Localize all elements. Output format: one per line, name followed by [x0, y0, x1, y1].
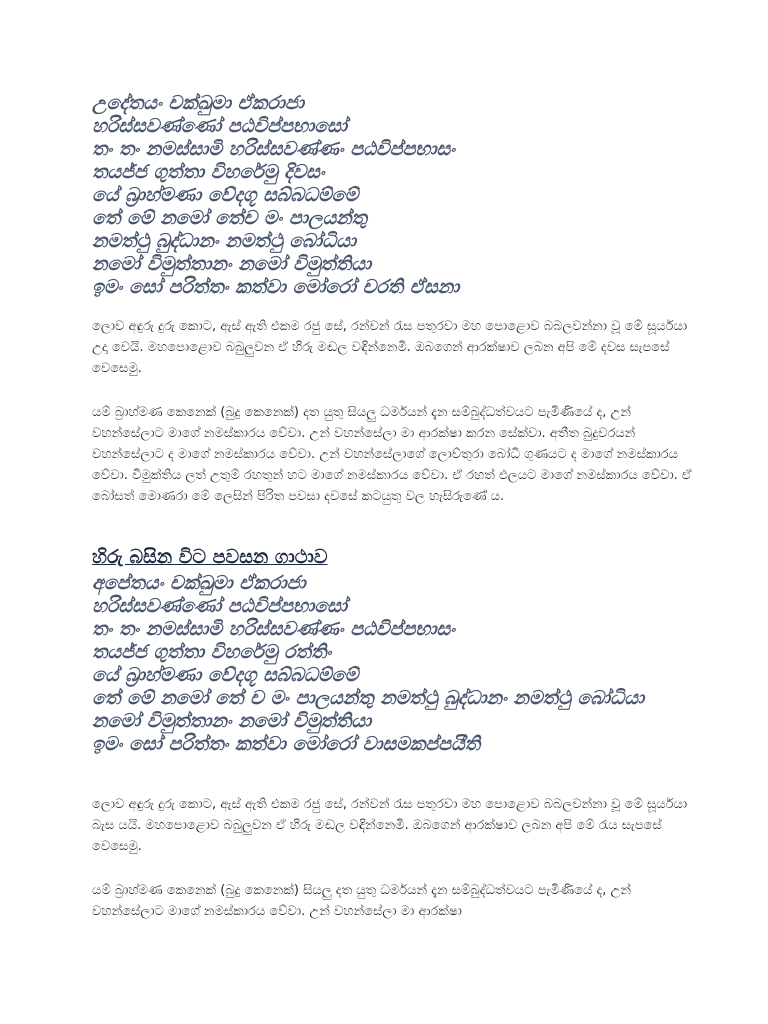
evening-section-heading: හිරු බසින විට පවසන ගාථාව	[92, 546, 328, 568]
verse-line: ඉමං සෝ පරිත්තං කත්වා මෝරෝ වාසමකප්පයීති	[92, 733, 481, 755]
morning-verse	[92, 92, 712, 299]
verse-line: හරිස්සවණ්ණෝ පඨවිප්පභාසෝ	[92, 115, 348, 137]
verse-line: උදේතයං චක්ඛුමා ඒකරාජා	[92, 92, 305, 114]
verse-line: නමෝ විමුත්තානං නමෝ විමුත්තියා	[92, 710, 372, 732]
verse-line: තයජ්ජ ගුත්තා විහරේමු දිවසං	[92, 161, 325, 183]
evening-verse	[92, 572, 712, 756]
verse-line: යේ බ්‍රාහ්මණා වේදගූ සබ්බධම්මේ	[92, 184, 359, 206]
morning-meaning-paragraph-2	[92, 402, 702, 507]
paragraph-text: ලොව අඳුරු දුරු කොට, ඇස් ඇති එකම රජු සේ, රන්වන් රැස පතුරවා මහ පොළොව බබලවන්නා වූ මේ සූර්යයා උදා වෙයි. මහපොළොව බබුලුවන ඒ හිරු මඬල වඳින්නෙමි. ඔබගෙන් ආරක්ෂාව ලබන අපි මේ දවස සැපසේ වෙසෙමු.	[92, 319, 688, 376]
morning-meaning-paragraph-1	[92, 316, 702, 379]
paragraph-text: යම් බ්‍රාහ්මණ කෙනෙක් (බුදු කෙනෙක්) දත යුතු සියලු ධර්මයන් දැන සම්බුද්ධත්වයට පැමිණියේ ද, උන් වහන්සේලාට මාගේ නමස්කාරය වේවා. උන් වහන්සේලා මා ආරක්ෂා කරන සේක්වා. අතීත බුදුවරයන් වහන්සේලාට ද මාගේ නමස්කාරය වේවා. උන් වහන්සේලාගේ ලොව්තුරා බෝධි ගුණයට ද මාගේ නමස්කාරය වේවා. විමුක්තිය ලත් උතුම් රහතුන් හට මාගේ නමස්කාරය වේවා. ඒ රහත් ඵලයට මාගේ නමස්කාරය වේවා. ඒ බෝසත් මොණරා මේ ලෙසින් පිරිත පවසා දවසේ කටයුතු වල හැසිරුණේ ය.	[92, 405, 692, 504]
evening-meaning-paragraph-2	[92, 880, 702, 922]
verse-line: හරිස්සවණ්ණෝ පඨවිප්පභාසෝ	[92, 595, 348, 617]
verse-line: තං තං නමස්සාමි හරිස්සවණ්ණං පඨවිප්පභාසං	[92, 138, 456, 160]
verse-line: ඉමං සෝ පරිත්තං කත්වා මෝරෝ චරති ඒසනා	[92, 276, 460, 298]
verse-line: නමත්ථු බුද්ධානං නමත්ථු බෝධියා	[92, 230, 356, 252]
verse-line: තේ මේ නමෝ තේච මං පාලයන්තු	[92, 207, 367, 229]
verse-line: තං තං නමස්සාමි හරිස්සවණ්ණං පඨවිප්පභාසං	[92, 618, 456, 640]
verse-line: යේ බ්‍රාහ්මණා වේදගූ සබ්බධම්මේ	[92, 664, 359, 686]
paragraph-text: ලොව අඳුරු දුරු කොට, ඇස් ඇති එකම රජු සේ, රන්වන් රැස පතුරවා මහ පොළොව බබලවන්නා වූ මේ සූර්යයා බැස යයි. මහපොළොව බබුලුවන ඒ හිරු මඬල වඳින්නෙමි. ඔබගෙන් ආරක්ෂාව ලබන අපි මේ රැය සැපසේ වෙසෙමු.	[92, 797, 688, 854]
verse-line: නමෝ විමුත්තානං නමෝ විමුත්තියා	[92, 253, 372, 275]
verse-line: අපේතයං චක්ඛුමා ඒකරාජා	[92, 572, 306, 594]
verse-line: තේ මේ නමෝ තේ ච මං පාලයන්තු නමත්ථු බුද්ධානං නමත්ථු බෝධියා	[92, 687, 645, 709]
paragraph-text: යම් බ්‍රාහ්මණ කෙනෙක් (බුදු කෙනෙක්) සියලු දත යුතු ධර්මයන් දැන සම්බුද්ධත්වයට පැමිණියේ ද, උන් වහන්සේලාට මාගේ නමස්කාරය වේවා. උන් වහන්සේලා මා ආරක්ෂා	[92, 883, 631, 919]
evening-meaning-paragraph-1	[92, 794, 702, 857]
verse-line: තයජ්ජ ගුත්තා විහරේමු රත්තිං	[92, 641, 332, 663]
